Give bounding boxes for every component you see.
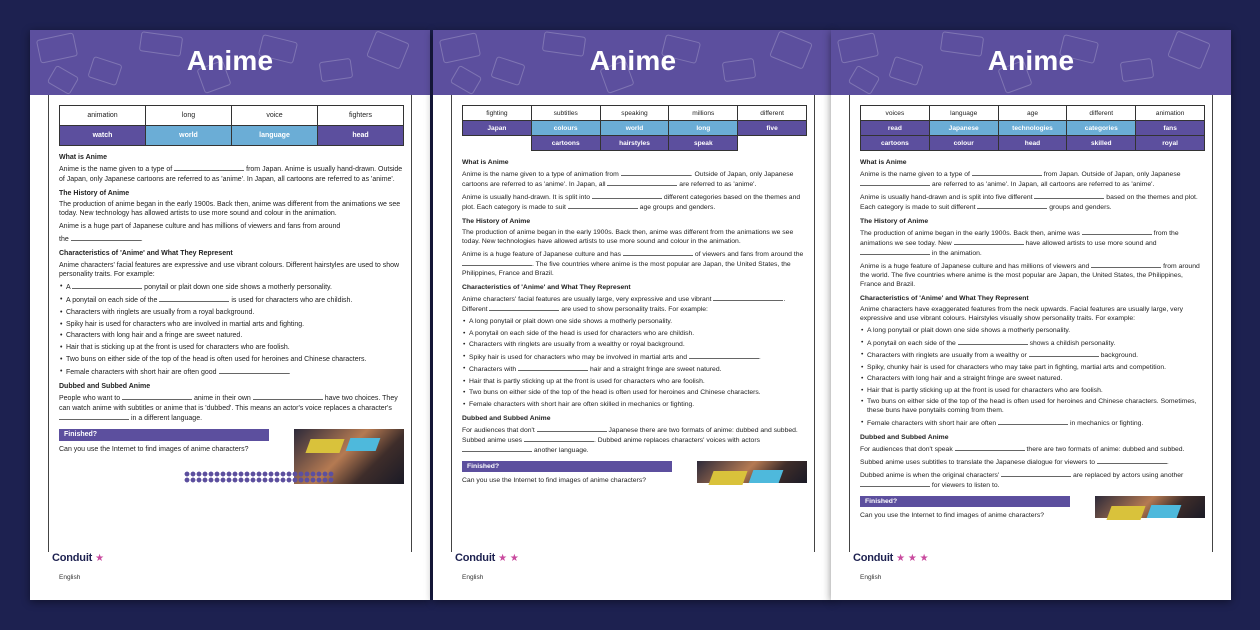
bullet-item: • A ponytail or plait down one side shows a motherly personality. — [66, 282, 404, 292]
page-title: Anime — [987, 45, 1075, 76]
bullet-item: • Spiky hair is used for characters who are involved in martial arts and fighting. — [66, 320, 404, 329]
paragraph: For audiences that don't Japanese there are two formats of anime: dubbed and subbed. Subbed anime uses . Dubbed anime replaces characters' voices with actors another language. — [462, 426, 798, 454]
answer-blank[interactable] — [860, 179, 930, 186]
word-bank-cell: Japan — [463, 121, 532, 136]
paragraph: the . — [59, 236, 143, 244]
paragraph: Subbed anime uses subtitles to translate the Japanese dialogue for viewers to . — [860, 458, 1169, 466]
word-bank-cell: fans — [1136, 121, 1205, 136]
word-bank-cell: read — [861, 121, 930, 136]
answer-blank[interactable] — [977, 202, 1047, 209]
bullet-item: • Spiky, chunky hair is used for characters who may take part in fighting, martial arts and competition. — [867, 363, 1205, 372]
answer-blank[interactable] — [1001, 470, 1071, 477]
answer-blank[interactable] — [1082, 228, 1152, 235]
section-heading: The History of Anime — [462, 218, 531, 225]
word-bank-cell: categories — [1067, 121, 1136, 136]
finished-box — [462, 461, 807, 485]
bullet-item: • Spiky hair is used for characters who may be involved in martial arts and . — [469, 352, 807, 362]
footer-logo — [455, 548, 519, 584]
paragraph: Anime is a huge feature of Japanese culture and has millions of viewers and from around the world. The five countries where anime is the most popular are Japan, the United States, the Philippines, France and Brazil. — [860, 263, 1200, 288]
word-bank-cell: watch — [60, 126, 146, 146]
paragraph: Anime is a huge feature of Japanese culture and has of viewers and fans from around the . The five countries where anime is the most popular are Japan, the United States, the Philippines, France and Brazil. — [462, 251, 804, 277]
anime-character-illustration — [294, 429, 404, 484]
bullet-item: • Hair that is sticking up at the front is used for characters who are foolish. — [66, 343, 404, 352]
paragraph: Anime characters have exaggerated features from the neck upwards. Facial features are usually large, very expressive and use vibrant colours. Hairstyles visually show personality traits. For example: — [860, 306, 1184, 322]
bullet-item: • A long ponytail or plait down one side shows a motherly personality. — [867, 326, 1205, 335]
bullet-item: • Female characters with short hair are often in mechanics or fighting. — [867, 418, 1205, 428]
word-bank — [462, 105, 807, 151]
word-bank-cell: different — [1067, 106, 1136, 121]
word-bank-cell: millions — [669, 106, 738, 121]
bullet-item: • Characters with ringlets are usually from a wealthy or royal background. — [469, 340, 807, 349]
answer-blank[interactable] — [621, 169, 691, 176]
paragraph: The production of anime began in the early 1900s. Back then, anime was from the animations we see today. New have allowed artists to use more sound and in the animation. — [860, 230, 1179, 257]
difficulty-stars: ★ ★ ★ — [896, 553, 929, 564]
answer-blank[interactable] — [219, 367, 289, 374]
word-bank-cell: voices — [861, 106, 930, 121]
visor-right — [749, 470, 784, 483]
brand-subtitle: English — [860, 574, 882, 581]
paragraph: People who want to anime in their own have two choices. They can watch anime with subtitles or anime that is 'dubbed'. This means an actor's voice replaces a character's in a different language. — [59, 395, 398, 423]
word-bank-cell: skilled — [1067, 136, 1136, 151]
brand-subtitle: English — [462, 574, 484, 581]
word-bank-cell: five — [738, 121, 807, 136]
visor-right — [1147, 505, 1182, 518]
footer-logo — [52, 548, 104, 584]
word-bank-cell: fighting — [463, 106, 532, 121]
answer-blank[interactable] — [462, 445, 532, 452]
word-bank-cell: technologies — [998, 121, 1067, 136]
word-bank-cell: language — [929, 106, 998, 121]
word-bank-cell — [463, 136, 532, 151]
paragraph: The production of anime began in the early 1900s. Back then, anime was different from the animations we see today. New technologies have allowed artists to use more sound and colour in the animation. — [462, 229, 794, 245]
word-bank-cell: cartoons — [861, 136, 930, 151]
paragraph: Anime is a huge part of Japanese culture and has millions of viewers and fans from around — [59, 222, 341, 230]
word-bank-row — [60, 106, 404, 126]
answer-blank[interactable] — [122, 393, 192, 400]
bullet-item: • Characters with ringlets are usually from a royal background. — [66, 308, 404, 317]
word-bank-cell: voice — [232, 106, 318, 126]
answer-blank[interactable] — [537, 425, 607, 432]
section-heading: The History of Anime — [860, 218, 929, 225]
bullet-item: • Two buns on either side of the top of the head is often used for heroines and Chinese characters. — [66, 355, 404, 364]
word-bank-cell: long — [669, 121, 738, 136]
word-bank-row — [463, 121, 807, 136]
header-banner — [831, 30, 1231, 95]
word-bank-cell: age — [998, 106, 1067, 121]
section-heading: Dubbed and Subbed Anime — [462, 414, 551, 422]
bullet-item: • Female characters with short hair are often good . — [66, 367, 404, 377]
bullet-item: • A ponytail on each side of the head is used for characters who are childish. — [469, 329, 807, 338]
worksheet-content — [860, 105, 1205, 520]
extension-question: Can you use the Internet to find images of anime characters? — [59, 445, 249, 453]
visor-left — [305, 439, 344, 453]
bullet-item: • A ponytail on each side of the shows a childish personality. — [867, 338, 1205, 348]
answer-blank[interactable] — [958, 338, 1028, 345]
section-heading: What is Anime — [860, 159, 907, 166]
worksheet-content — [462, 105, 807, 485]
bullet-item: • Characters with hair and a straight fringe are sweet natured. — [469, 364, 807, 374]
word-bank-cell: colour — [929, 136, 998, 151]
paragraph: The production of anime began in the early 1900s. Back then, anime was different from the animations we see today. New technology has allowed artists to use more sound and colour in the animation. — [59, 201, 401, 218]
section-heading: The History of Anime — [59, 189, 130, 197]
bullet-item: • Two buns on either side of the top of the head is often used for heroines and Chinese characters. — [469, 388, 807, 397]
paragraph: Anime characters' facial features are usually large, very expressive and use vibrant . Different are used to show personality traits. For example: — [462, 296, 786, 313]
extension-question: Can you use the Internet to find images of anime characters? — [860, 511, 1044, 519]
worksheet-page-3 — [831, 30, 1231, 600]
word-bank-cell: royal — [1136, 136, 1205, 151]
answer-blank[interactable] — [174, 164, 244, 171]
answer-blank[interactable] — [1029, 350, 1099, 357]
paragraph: For audiences that don't speak there are two formats of anime: dubbed and subbed. — [860, 445, 1185, 453]
word-bank-cell: animation — [1136, 106, 1205, 121]
footer-logo — [853, 548, 929, 584]
answer-blank[interactable] — [998, 418, 1068, 425]
worksheet-content — [59, 105, 404, 454]
header-banner — [433, 30, 833, 95]
paragraph: Anime is usually hand-drawn and is split into five different based on the themes and plot. Each category is made to suit different groups and genders. — [860, 194, 1198, 211]
finished-label: Finished? — [860, 496, 1070, 507]
section-heading: Characteristics of 'Anime' and What They Represent — [462, 284, 631, 291]
word-bank-cell: hairstyles — [600, 136, 669, 151]
worksheet-page-1 — [30, 30, 430, 600]
visor-left — [1106, 506, 1145, 520]
extension-question: Can you use the Internet to find images of anime characters? — [462, 476, 646, 484]
word-bank-cell: colours — [531, 121, 600, 136]
answer-blank[interactable] — [524, 435, 594, 442]
answer-blank[interactable] — [568, 202, 638, 209]
word-bank-row — [463, 136, 807, 151]
word-bank-cell: Japanese — [929, 121, 998, 136]
word-bank-cell: cartoons — [531, 136, 600, 151]
answer-blank[interactable] — [159, 295, 229, 302]
answer-blank[interactable] — [592, 192, 662, 199]
word-bank-cell — [738, 136, 807, 151]
brand-subtitle: English — [59, 574, 81, 581]
answer-blank[interactable] — [972, 169, 1042, 176]
page-title: Anime — [186, 45, 274, 76]
word-bank-cell: different — [738, 106, 807, 121]
paragraph: Anime characters' facial features are expressive and use vibrant colours. Different hairstyles are used to show personality traits. For example: — [59, 261, 400, 278]
answer-blank[interactable] — [59, 413, 129, 420]
word-bank — [860, 105, 1205, 151]
word-bank-cell: world — [146, 126, 232, 146]
brand-logo: Conduit — [52, 552, 93, 564]
word-bank-row — [861, 121, 1205, 136]
word-bank-cell: subtitles — [531, 106, 600, 121]
header-banner — [30, 30, 430, 95]
section-heading: What is Anime — [462, 159, 509, 166]
answer-blank[interactable] — [607, 179, 677, 186]
visor-left — [708, 471, 747, 485]
answer-blank[interactable] — [72, 282, 142, 289]
answer-blank[interactable] — [689, 352, 759, 359]
difficulty-stars: ★ — [95, 553, 105, 564]
word-bank-cell: speak — [669, 136, 738, 151]
finished-box — [59, 429, 404, 454]
answer-blank[interactable] — [860, 248, 930, 255]
word-bank-cell: head — [998, 136, 1067, 151]
finished-label: Finished? — [462, 461, 672, 472]
answer-blank[interactable] — [955, 444, 1025, 451]
worksheet-page-2 — [433, 30, 833, 600]
bullet-item: • A long ponytail or plait down one side shows a motherly personality. — [469, 317, 807, 326]
word-bank-row — [60, 126, 404, 146]
word-bank-cell: world — [600, 121, 669, 136]
word-bank-cell: head — [318, 126, 404, 146]
word-bank — [59, 105, 404, 146]
answer-blank[interactable] — [713, 294, 783, 301]
answer-blank[interactable] — [1097, 457, 1167, 464]
anime-character-illustration — [697, 461, 807, 483]
word-bank-cell: animation — [60, 106, 146, 126]
finished-label: Finished? — [59, 429, 269, 440]
paragraph: Anime is usually hand-drawn. It is split into different categories based on the themes and plot. Each category is made to suit age groups and genders. — [462, 194, 801, 211]
answer-blank[interactable] — [860, 480, 930, 487]
visor-right — [346, 438, 381, 451]
section-heading: Characteristics of 'Anime' and What They Represent — [59, 250, 233, 258]
answer-blank[interactable] — [71, 234, 141, 241]
bullet-item: • Two buns on either side of the top of the head is often used for heroines and Chinese characters. Sometimes, these buns have ponytails coming from them. — [867, 397, 1205, 415]
section-heading: Dubbed and Subbed Anime — [860, 433, 949, 441]
answer-blank[interactable] — [462, 259, 532, 266]
answer-blank[interactable] — [253, 393, 323, 400]
answer-blank[interactable] — [489, 304, 559, 311]
paragraph: Anime is the name given to a type of from Japan. Outside of Japan, only Japanese are referred to as 'anime'. In Japan, all cartoons are referred to as 'anime'. — [860, 171, 1181, 188]
finished-box — [860, 496, 1205, 520]
anime-character-illustration — [1095, 496, 1205, 518]
bullet-item: • Characters with long hair and a fringe are sweet natured. — [66, 331, 404, 340]
bullet-item: • Female characters with short hair are often skilled in mechanics or fighting. — [469, 400, 807, 409]
paragraph: Dubbed anime is when the original characters' are replaced by actors using another for viewers to listen to. — [860, 471, 1184, 489]
bullet-item: • Hair that is partly sticking up at the front is used for characters who are foolish. — [469, 377, 807, 386]
paragraph: Anime is the name given to a type of from Japan. Anime is usually hand-drawn. Outside of Japan, only Japanese cartoons are referred to as 'anime'. In Japan, all cartoons are referred to as 'anime'. — [59, 166, 403, 183]
section-heading: What is Anime — [59, 154, 107, 161]
section-heading: Dubbed and Subbed Anime — [59, 383, 151, 391]
word-bank-cell: fighters — [318, 106, 404, 126]
answer-blank[interactable] — [1034, 192, 1104, 199]
paragraph: Anime is the name given to a type of animation from . Outside of Japan, only Japanese cartoons are referred to as 'anime'. In Japan, all are referred to as 'anime'. — [462, 171, 794, 188]
answer-blank[interactable] — [954, 238, 1024, 245]
bullet-item: • Characters with long hair and a straight fringe are sweet natured. — [867, 374, 1205, 383]
dot-pattern — [184, 471, 334, 483]
page-title: Anime — [589, 45, 677, 76]
word-bank-row — [861, 106, 1205, 121]
word-bank-cell: language — [232, 126, 318, 146]
bullet-item: • A ponytail on each side of the is used for characters who are childish. — [66, 295, 404, 305]
answer-blank[interactable] — [623, 249, 693, 256]
answer-blank[interactable] — [518, 364, 588, 371]
word-bank-row — [463, 106, 807, 121]
section-heading: Characteristics of 'Anime' and What They Represent — [860, 295, 1029, 302]
answer-blank[interactable] — [1091, 261, 1161, 268]
bullet-item: • Characters with ringlets are usually from a wealthy or background. — [867, 350, 1205, 360]
bullet-item: • Hair that is partly sticking up at the front is used for characters who are foolish. — [867, 386, 1205, 395]
word-bank-cell: long — [146, 106, 232, 126]
word-bank-cell: speaking — [600, 106, 669, 121]
difficulty-stars: ★ ★ — [498, 553, 519, 564]
brand-logo: Conduit — [853, 552, 894, 564]
word-bank-row — [861, 136, 1205, 151]
brand-logo: Conduit — [455, 552, 496, 564]
